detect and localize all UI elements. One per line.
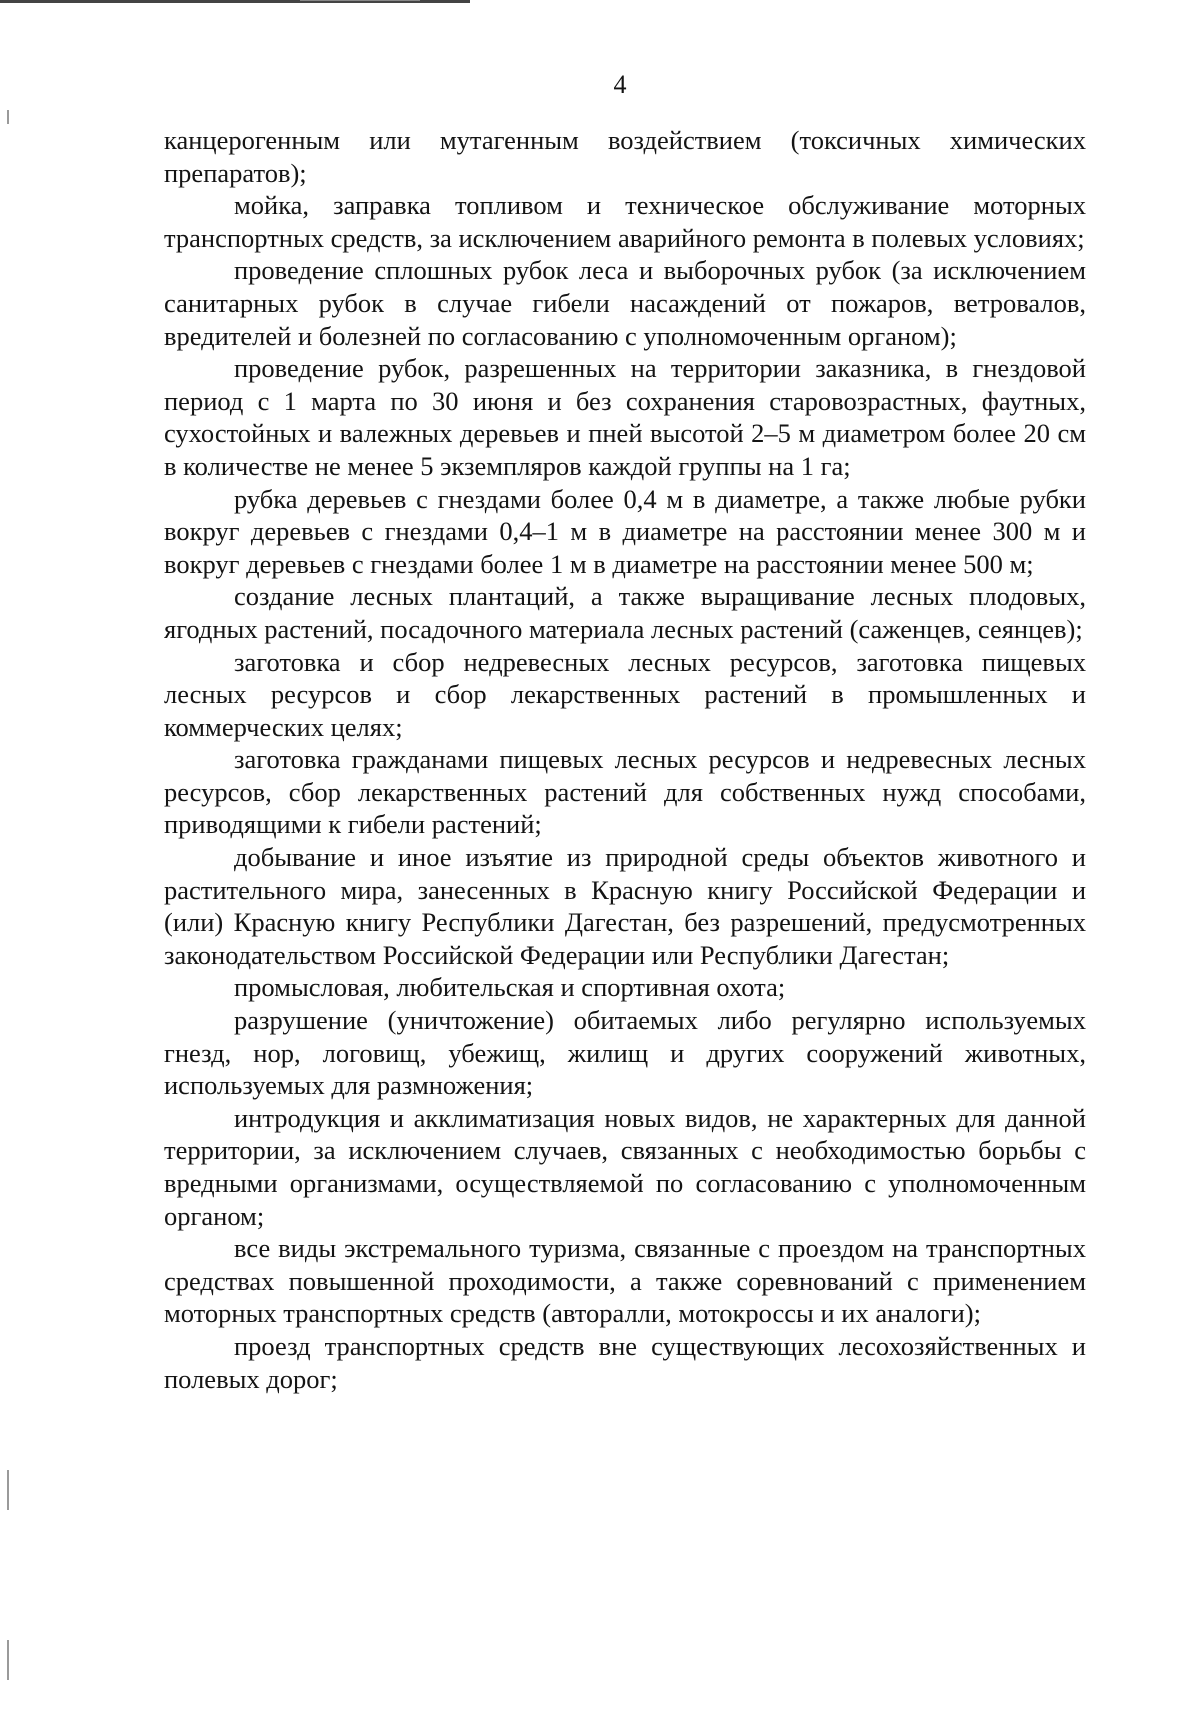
- paragraph: все виды экстремального туризма, связанные с проездом на транспортных средствах повышенной проходимости, а также соревнований с применением моторных транспортных средств (авторалли, мотокроссы и их аналоги);: [164, 1233, 1086, 1329]
- page-number: 4: [613, 70, 627, 99]
- paragraph: заготовка гражданами пищевых лесных ресурсов и недревесных лесных ресурсов, сбор лекарственных растений для собственных нужд способами, приводящими к гибели растений;: [164, 744, 1086, 840]
- scan-top-edge-thin: [300, 0, 420, 1]
- paragraph: проведение сплошных рубок леса и выборочных рубок (за исключением санитарных рубок в случае гибели насаждений от пожаров, ветровалов, вредителей и болезней по согласованию с уполномоченным органом);: [164, 255, 1086, 351]
- paragraph: добывание и иное изъятие из природной среды объектов животного и растительного мира, занесенных в Красную книгу Российской Федерации и (или) Красную книгу Республики Дагестан, без разрешений, предусмотренных законодательством Российской Федерации или Республики Дагестан;: [164, 842, 1086, 970]
- paragraph: проведение рубок, разрешенных на территории заказника, в гнездовой период с 1 марта по 30 июня и без сохранения старовозрастных, фаутных, сухостойных и валежных деревьев и пней высотой 2–5 м диаметром более 20 см в количестве не менее 5 экземпляров каждой группы на 1 га;: [164, 353, 1086, 481]
- paragraph: заготовка и сбор недревесных лесных ресурсов, заготовка пищевых лесных ресурсов и сбор лекарственных растений в промышленных и коммерческих целях;: [164, 646, 1086, 742]
- scan-edge-mark: [7, 1640, 9, 1680]
- paragraph: мойка, заправка топливом и техническое обслуживание моторных транспортных средств, за исключением аварийного ремонта в полевых условиях;: [164, 190, 1086, 253]
- scan-edge-mark: [7, 110, 9, 124]
- paragraph: интродукция и акклиматизация новых видов, не характерных для данной территории, за исключением случаев, связанных с необходимостью борьбы с вредными организмами, осуществляемой по согласованию с уполномоченным органом;: [164, 1102, 1086, 1231]
- scan-edge-mark: [7, 1470, 9, 1510]
- paragraph: рубка деревьев с гнездами более 0,4 м в диаметре, а также любые рубки вокруг деревьев с гнездами 0,4–1 м в диаметре на расстоянии менее 300 м и вокруг деревьев с гнездами более 1 м в диаметре на расстоянии менее 500 м;: [164, 483, 1086, 579]
- paragraph: проезд транспортных средств вне существующих лесохозяйственных и полевых дорог;: [164, 1330, 1086, 1394]
- paragraph: канцерогенным или мутагенным воздействием (токсичных химических препаратов);: [164, 125, 1086, 188]
- paragraph: разрушение (уничтожение) обитаемых либо регулярно используемых гнезд, нор, логовищ, убежищ, жилищ и других сооружений животных, используемых для размножения;: [164, 1005, 1086, 1101]
- paragraph: промысловая, любительская и спортивная охота;: [234, 972, 786, 1003]
- paragraph: создание лесных плантаций, а также выращивание лесных плодовых, ягодных растений, посадочного материала лесных растений (саженцев, сеянцев);: [164, 581, 1086, 644]
- document-body: [164, 124, 1086, 1395]
